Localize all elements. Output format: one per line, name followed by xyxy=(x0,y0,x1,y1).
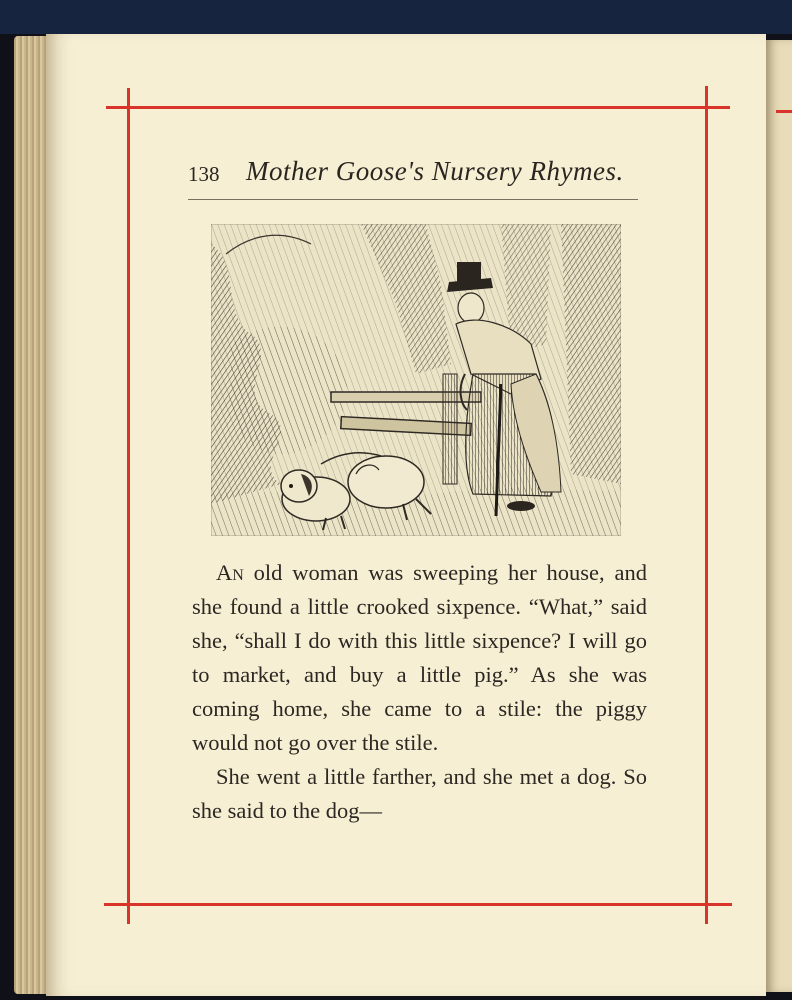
red-border-facing-page xyxy=(776,110,792,113)
running-title: Mother Goose's Nursery Rhymes. xyxy=(246,156,624,186)
page-number: 138 xyxy=(188,162,220,186)
red-border-bottom xyxy=(104,903,732,906)
page-header xyxy=(188,156,640,188)
facing-page-edge xyxy=(766,40,792,992)
header-rule xyxy=(188,199,638,200)
engraving-illustration xyxy=(211,224,621,536)
paragraph-2: She went a little farther, and she met a dog. So she said to the dog— xyxy=(192,764,647,823)
red-border-right xyxy=(705,86,708,924)
body-text xyxy=(192,556,647,828)
drop-lead: An xyxy=(216,560,244,585)
paragraph-1 xyxy=(192,556,647,760)
paragraph-1-text: old woman was sweeping her house, and she found a little crooked sixpence. “What,” said she, “shall I do with this little sixpence? I will go to market, and buy a little pig.” As she was coming home, she came to a stile: the piggy would not go over the stile. xyxy=(192,560,647,755)
red-border-left xyxy=(127,88,130,924)
book-cover-edge xyxy=(0,0,792,34)
red-border-top xyxy=(106,106,730,109)
